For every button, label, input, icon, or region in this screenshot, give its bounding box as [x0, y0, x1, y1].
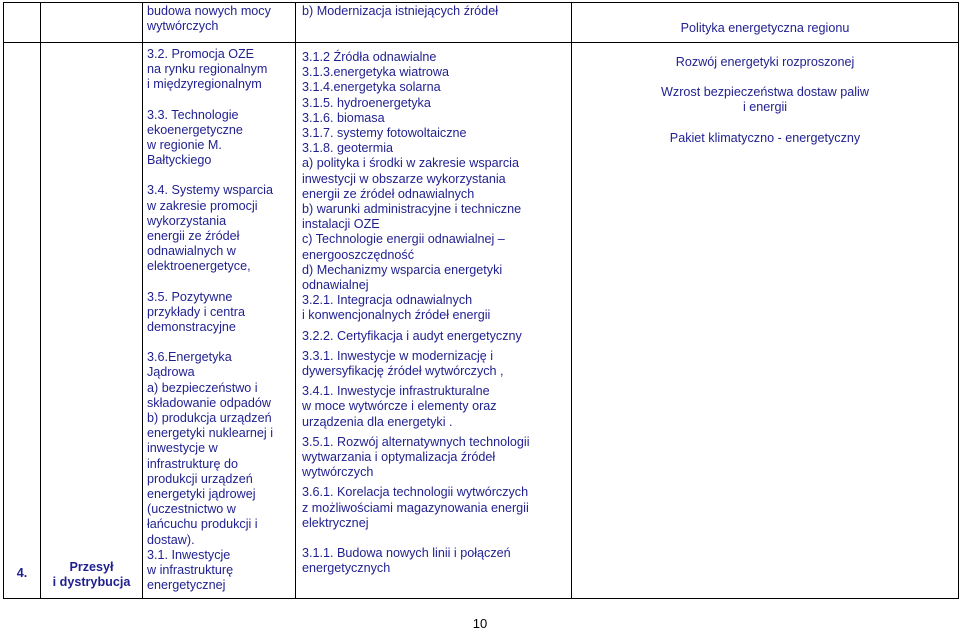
policy-item: Rozwój energetyki rozproszonej [675, 55, 855, 69]
action-line: energii ze źródeł odnawialnych [302, 186, 475, 201]
action-line: 3.1.2 Źródła odnawialne [302, 50, 437, 64]
measure-line: w regionie M. [147, 138, 222, 153]
measure-line: Jądrowa [147, 365, 195, 380]
measure-line: 3.2. Promocja OZE [147, 47, 255, 61]
policy-item: Pakiet klimatyczno - energetyczny [669, 130, 861, 145]
spacer [578, 116, 952, 131]
spacer [302, 531, 565, 546]
spacer [147, 335, 291, 350]
row-number-text: 4. [16, 566, 28, 580]
action-line: a) polityka i środki w zakresie wsparcia [302, 156, 519, 171]
action-line: b) warunki administracyjne i techniczne [302, 202, 522, 217]
measure-line: budowa nowych mocy [147, 4, 271, 18]
action-line: energooszczędność [302, 247, 415, 262]
action-line: 3.1.8. geotermia [302, 141, 394, 156]
action-line: 3.2.2. Certyfikacja i audyt energetyczny [302, 328, 522, 343]
action-line: i konwencjonalnych źródeł energii [302, 308, 491, 323]
strategy-table [3, 2, 959, 599]
measure-line: 3.3. Technologie [147, 107, 239, 122]
actions-list [302, 50, 565, 577]
measure-line: 3.6.Energetyka [147, 350, 232, 365]
policy-item: Wzrost bezpieczeństwa dostaw paliw [661, 85, 869, 100]
measure-line: odnawialnych w [147, 244, 236, 259]
measure-line: elektroenergetyce, [147, 259, 251, 274]
measure-line: Bałtyckiego [147, 153, 212, 168]
action-line: odnawialnej [302, 278, 369, 293]
measures-cell [143, 43, 296, 599]
row-number [4, 43, 41, 599]
action-line: 3.5.1. Rozwój alternatywnych technologii [302, 434, 530, 449]
area-name-line: i dystrybucja [52, 574, 131, 589]
measure-line: ekoenergetyczne [147, 122, 243, 137]
measure-line: energetycznej [147, 578, 226, 593]
measure-line: w zakresie promocji [147, 198, 258, 213]
action-line: 3.1.3.energetyka wiatrowa [302, 65, 450, 80]
page-number: 10 [472, 616, 488, 631]
table-row-main [4, 43, 959, 599]
measure-line: produkcji urządzeń [147, 471, 253, 486]
measure-line: energii ze źródeł [147, 229, 240, 244]
measure-line: w infrastrukturę [147, 563, 234, 578]
action-line: energetycznych [302, 561, 391, 576]
measure-line: infrastrukturę do [147, 456, 238, 471]
spacer [147, 168, 291, 183]
spacer [147, 275, 291, 290]
policy-heading: Polityka energetyczna regionu [680, 20, 850, 35]
action-line: 3.1.1. Budowa nowych linii i połączeń [302, 546, 511, 561]
measure-line: wytwórczych [147, 19, 219, 34]
action-line: 3.1.7. systemy fotowoltaiczne [302, 126, 467, 141]
action-line: dywersyfikację źródeł wytwórczych , [302, 364, 504, 379]
action-line: w moce wytwórcze i elementy oraz [302, 399, 497, 414]
measure-line: wykorzystania [147, 213, 227, 228]
action-line: inwestycji w obszarze wykorzystania [302, 171, 506, 186]
measure-line: energetyki nuklearnej i [147, 426, 274, 441]
action-line: 3.6.1. Korelacja technologii wytwórczych [302, 485, 529, 500]
action-line: 3.1.6. biomasa [302, 110, 385, 125]
measure-line: b) produkcja urządzeń [147, 411, 272, 426]
table-row-top [4, 3, 959, 43]
measure-line: 3.4. Systemy wsparcia [147, 183, 273, 198]
action-line: elektrycznej [302, 515, 369, 530]
action-line: instalacji OZE [302, 217, 380, 232]
measure-line: (uczestnictwo w [147, 502, 236, 517]
action-line: urządzenia dla energetyki . [302, 414, 453, 429]
actions-cell [296, 43, 572, 599]
policy-cell-top [572, 3, 959, 43]
area-name-cell [41, 43, 143, 599]
measure-cell-top [143, 3, 296, 43]
measure-line: 3.5. Pozytywne [147, 289, 233, 304]
measure-line: na rynku regionalnym [147, 62, 268, 77]
measure-line: a) bezpieczeństwo i [147, 380, 258, 395]
measure-line: składowanie odpadów [147, 395, 271, 410]
area-name-line: Przesył [69, 559, 114, 574]
action-line: z możliwościami magazynowania energii [302, 500, 529, 515]
measure-line: energetyki jądrowej [147, 487, 256, 502]
number-cell-empty [4, 3, 41, 43]
action-line: 3.1.4.energetyka solarna [302, 80, 441, 95]
measure-line: inwestycje w [147, 441, 218, 456]
action-line: 3.2.1. Integracja odnawialnych [302, 293, 473, 308]
measure-line: demonstracyjne [147, 320, 236, 335]
measure-line: łańcuchu produkcji i [147, 517, 258, 532]
measures-list [147, 47, 291, 594]
action-line: d) Mechanizmy wsparcia energetyki [302, 262, 503, 277]
policy-list [578, 55, 952, 146]
action-line: c) Technologie energii odnawialnej – [302, 232, 505, 247]
measure-line: i międzyregionalnym [147, 77, 262, 92]
policy-cell [572, 43, 959, 599]
action-line: 3.1.5. hydroenergetyka [302, 95, 431, 110]
action-line: 3.4.1. Inwestycje infrastrukturalne [302, 384, 490, 399]
action-cell-top [296, 3, 572, 43]
measure-line: 3.1. Inwestycje [147, 547, 231, 562]
action-line: 3.3.1. Inwestycje w modernizację i [302, 348, 494, 363]
name-cell-empty [41, 3, 143, 43]
measure-line: dostaw). [147, 532, 195, 547]
measure-line: przykłady i centra [147, 304, 245, 319]
spacer [147, 93, 291, 108]
policy-item: i energii [742, 100, 788, 115]
action-line: wytwórczych [302, 465, 374, 480]
action-line: wytwarzania i optymalizacja źródeł [302, 450, 496, 465]
action-line: b) Modernizacja istniejących źródeł [302, 4, 498, 18]
spacer [578, 70, 952, 85]
